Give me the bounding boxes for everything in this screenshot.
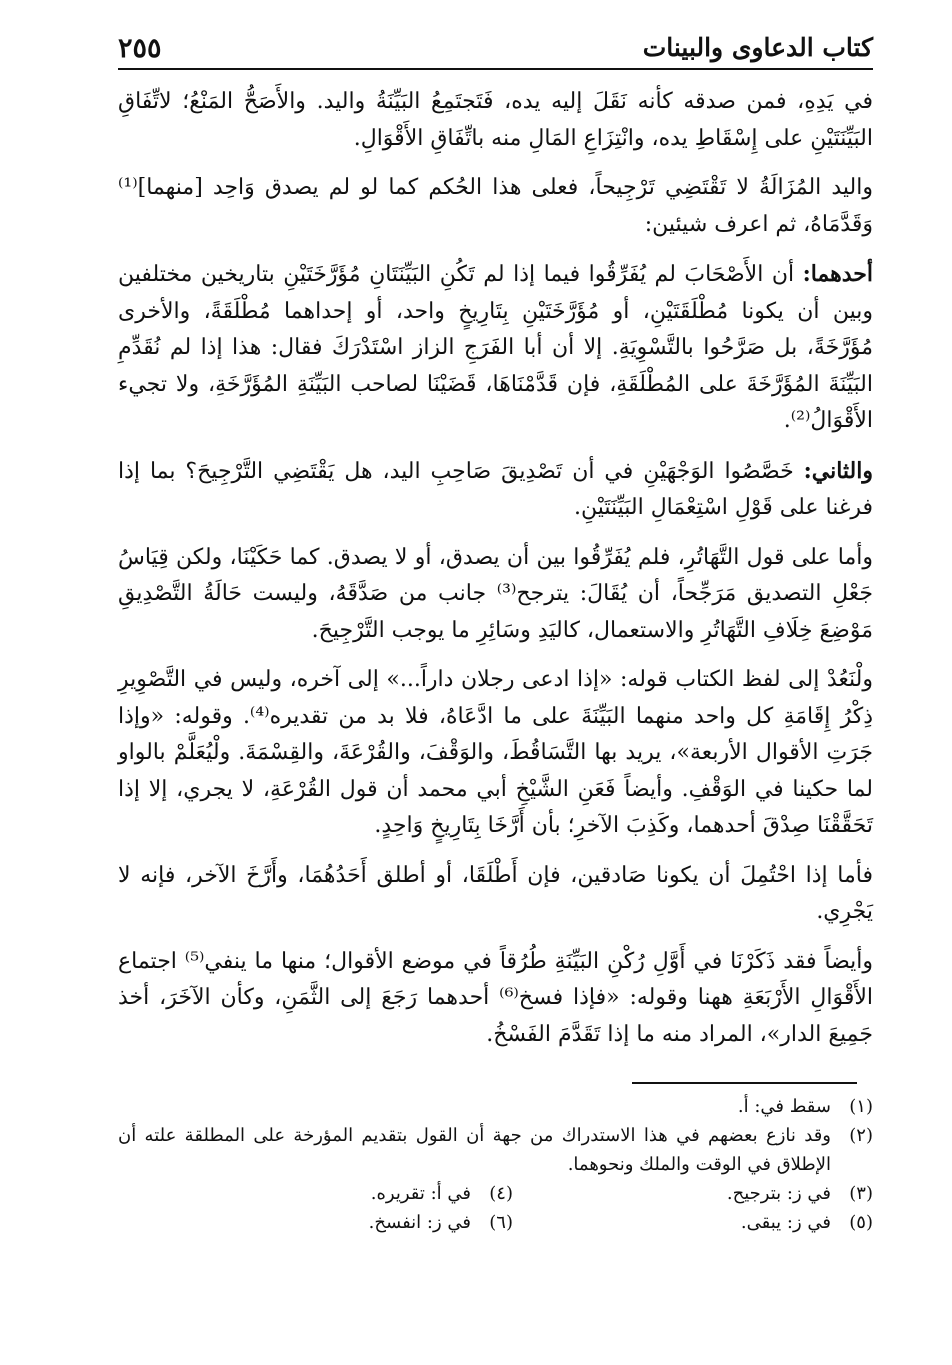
footnote [513, 1208, 873, 1237]
paragraph [118, 256, 873, 440]
paragraph [118, 662, 873, 845]
paragraph [118, 84, 873, 157]
paragraph-text: واليد المُزَالَةُ لا تَقْتَضِي تَرْجِيحاً، فعلى هذا الحُكم كما لو لم يصدق وَاحِد [منهما]⁽¹⁾ وَقَدَّمَاهُ، ثم اعرف شيئين: [118, 175, 873, 237]
page-header [118, 24, 873, 70]
paragraph-lead: أحدهما: [802, 261, 873, 287]
footnote-number: (٢) [849, 1125, 873, 1146]
footnote-number: (١) [849, 1096, 873, 1117]
paragraph-text: ولْنَعُدْ إلى لفظ الكتاب قوله: «إذا ادعى رجلان داراً...» إلى آخره، وليس في التَّصْوِيرِ ذِكْرُ إِقَامَةِ كل واحد منهما البَيِّنَةَ على ما ادَّعَاهُ، فلا بد من تقديره⁽⁴⁾. وقوله: «وإذا جَرَتِ الأقوال الأربعة»، يريد بها التَّسَاقُطَ، والوَقْفَ، والقُرْعَةَ، والقِسْمَةَ. ولْيُعَلَّمْ بالواو لما حكينا في الوَقْفِ. وأيضاً فَعَنِ الشَّيْخِ أبي محمد أن قول القُرْعَةِ، لا يجري، إلا إذا تَحَقَّقْنَا صِدْقَ أحدهما، وكَذِبَ الآخرِ؛ بأن أَرَّخَا بِتَارِيخٍ وَاحِدٍ. [118, 667, 873, 838]
footnote-number: (٥) [849, 1212, 873, 1233]
footnote-text: سقط في: أ. [737, 1096, 831, 1117]
paragraph [118, 858, 873, 931]
paragraph-text: فأما إذا احْتُمِلَ أن يكونا صَادقين، فإن أَطْلَقَا، أو أطلق أَحَدُهُمَا، وأَرَّخَ الآخر، فإنه لا يَجْرِي. [118, 862, 873, 924]
footnote-pair [118, 1208, 873, 1237]
paragraph [118, 540, 873, 650]
paragraph [118, 170, 873, 243]
paragraph [118, 944, 873, 1054]
running-title: كتاب الدعاوى والبينات [642, 33, 873, 62]
footnote-text: في ز: بترجيح. [726, 1183, 831, 1204]
footnote [118, 1092, 873, 1121]
footnote-number: (٣) [849, 1183, 873, 1204]
paragraph [118, 453, 873, 527]
footnote-number: (٤) [489, 1183, 513, 1204]
footnote [513, 1179, 873, 1208]
footnote-text: في ز: انفسخ. [368, 1212, 471, 1233]
footnote-divider [632, 1082, 857, 1084]
footnote [153, 1208, 513, 1237]
footnote [153, 1179, 513, 1208]
footnotes [118, 1092, 873, 1237]
paragraph-text: في يَدِهِ، فمن صدقه كأنه نَقَلَ إليه يده، فَتَجتَمِعُ البَيِّنَةُ واليد. والأَصَحُّ المَنْعُ؛ لاتِّفَاقِ البَيِّنَتَيْنِ على إِسْقَاطِ يده، وانْتِزَاعِ المَالِ منه باتِّفَاقِ الأَقْوَالِ. [118, 89, 873, 151]
paragraph-lead: والثاني: [803, 457, 873, 484]
paragraph-text: خَصَّصُوا الوَجْهَيْنِ في أن تَصْدِيقَ صَاحِبِ اليد، هل يَقْتَضِي التَّرْجِيحَ؟ بما إذا فرغنا على قَوْلِ اسْتِعْمَالِ البَيِّنَتَيْنِ. [118, 458, 873, 520]
paragraph-text: وأما على قول التَّهَاتُرِ، فلم يُفَرِّقُوا بين أن يصدق، أو لا يصدق. كما حَكَيْنَا، ولكن قِيَاسُ جَعْلِ التصديق مَرَجِّحاً، أن يُقَالَ: يترجح⁽³⁾ جانب من صَدَّقَهُ، وليست حَالَةُ التَّصْدِيقِ مَوْضِعَ خِلَافِ التَّهَاتُرِ والاستعمال، كاليَدِ وسَائِرِ ما يوجب التَّرْجِيحَ. [118, 544, 873, 643]
footnote-pair [118, 1179, 873, 1208]
footnote [118, 1121, 873, 1179]
body-text [118, 84, 873, 1066]
footnote-text: وقد نازع بعضهم في هذا الاستدراك من جهة أن القول بتقديم المؤرخة على المطلقة علته أن الإطلاق في الوقت والملك ونحوهما. [118, 1125, 831, 1175]
footnote-number: (٦) [489, 1212, 513, 1233]
footnote-text: في أ: تقريره. [370, 1183, 471, 1204]
footnote-text: في ز: يبقى. [740, 1212, 831, 1233]
paragraph-text: وأيضاً فقد ذَكَرْنَا في أَوَّلِ رُكْنِ البَيِّنَةِ طُرُقاً في موضع الأقوال؛ منها ما ينفي⁽⁵⁾ اجتماع الأَقْوَالِ الأَرْبَعَةِ ههنا وقوله: «فإذا فسخ⁽⁶⁾ أحدهما رَجَعَ إلى الثَّمَنِ، وكأن الآخَرَ، أخذ جَمِيعَ الدار»، المراد منه ما إذا تَقَدَّمَ الفَسْخُ. [118, 948, 873, 1047]
page-number: ٢٥٥ [118, 33, 162, 64]
paragraph-text: أن الأَصْحَابَ لم يُفَرِّقُوا فيما إذا لم تَكُنِ البَيِّنَتَانِ مُؤَرَّخَتَيْنِ بتاريخين مختلفين وبين أن يكونا مُطْلَقَتَيْنِ، أو مُؤَرَّخَتَيْنِ بِتَارِيخٍ واحد، أو إحداهما مُطْلَقَةً، والأخرى مُؤَرَّخَةً، بل صَرَّحُوا بالتَّسْوِيَةِ. إلا أن أبا الفَرَجِ الزاز اسْتَدْرَكَ فقال: هذا إذا لم نُقَدِّمِ البَيِّنَةَ المُؤَرَّخَةَ على المُطْلَقَةِ، فإن قَدَّمْنَاهَا، قَضَيْنَا لصاحب البَيِّنَةِ المُؤَرَّخَةِ، ولا تجيء الأَقْوَالُ⁽²⁾. [118, 262, 873, 433]
